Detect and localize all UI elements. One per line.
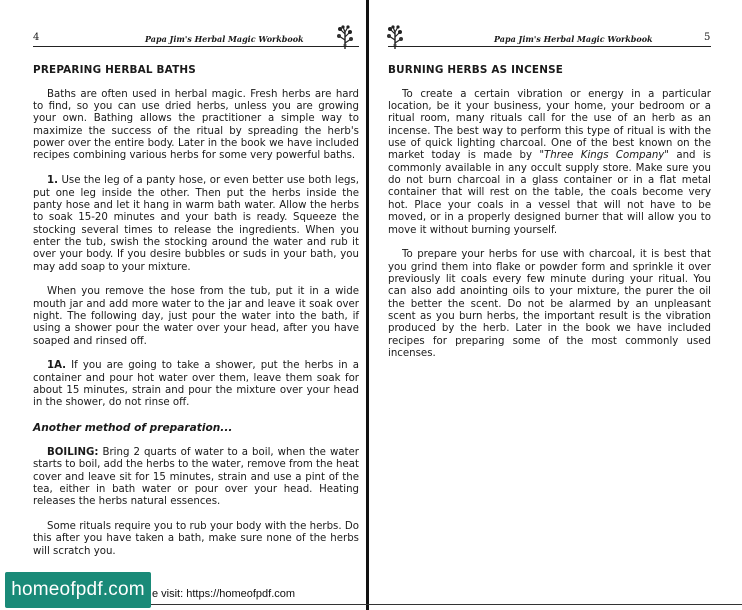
paragraph: Baths are often used in herbal magic. Fresh herbs are hard to find, so you can use dried herbs, unless you are growing your own. Bathing allows the practitioner a simple way to maximize the success of the ritual by spreading the herb's power over the entire body. Later in the book we have included recipes combining various herbs for some very powerful baths. bbox=[33, 88, 359, 162]
homeofpdf-badge[interactable]: homeofpdf.com bbox=[5, 572, 151, 608]
header-rule bbox=[33, 46, 359, 47]
page-number: 5 bbox=[704, 32, 711, 43]
left-body bbox=[33, 64, 359, 570]
header-rule bbox=[388, 46, 711, 47]
paragraph: To create a certain vibration or energy in a particular location, be it your business, your home, your bedroom or a ritual room, many rituals call for the use of an herb as an incense. The best way to perform this type of ritual is with the use of quick lighting charcoal. One of the best known on the market today is made by "Three Kings Company" and is commonly available in any occult supply store. Make sure you do not burn charcoal in a glass container or in a flat metal container that will rest on the table, the coals become very hot. Place your coals in a vessel that will not have to be moved, or in a properly designed burner that will allow you to move it without burning yourself. bbox=[388, 88, 711, 236]
step-label: 1A. bbox=[47, 360, 67, 372]
page-number: 4 bbox=[33, 32, 40, 43]
section-heading: BURNING HERBS AS INCENSE bbox=[388, 64, 564, 76]
subheading: Another method of preparation... bbox=[33, 422, 233, 435]
running-title: Papa Jim's Herbal Magic Workbook bbox=[494, 34, 653, 44]
right-page bbox=[374, 0, 742, 610]
paragraph: Some rituals require you to rub your body with the herbs. Do this after you have taken a bath, make sure none of the herbs will scratch you. bbox=[33, 521, 359, 557]
boiling-label: BOILING: bbox=[47, 446, 99, 458]
footer-rule bbox=[150, 604, 742, 605]
section-heading: PREPARING HERBAL BATHS bbox=[33, 64, 196, 76]
company-name: "Three Kings Company" bbox=[539, 150, 669, 162]
visit-link-text[interactable]: e visit: https://homeofpdf.com bbox=[152, 588, 296, 600]
running-title: Papa Jim's Herbal Magic Workbook bbox=[145, 34, 304, 44]
book-spine bbox=[366, 0, 369, 610]
right-body bbox=[388, 64, 711, 373]
step-label: 1. bbox=[47, 175, 58, 187]
left-page bbox=[0, 0, 366, 610]
paragraph: 1. Use the leg of a panty hose, or even better use both legs, put one leg inside the other. Then put the herbs inside the panty hose and let it hang in warm bath water. Allow the herbs to soak 15-20 minutes and your bath is ready. Squeeze the stocking several times to release the ingredients. When you enter the tub, swish the stocking around the water and rub it over your body. If you desire bubbles or suds in your bath, you may add soap to your mixture. bbox=[33, 175, 359, 273]
paragraph: To prepare your herbs for use with charcoal, it is best that you grind them into flake or powder form and sprinkle it over previously lit coals every few minute during your ritual. You can also add anointing oils to your mixture, the purer the oil the better the scent. Do not be alarmed by an unpleasant scent as you burn herbs, the important result is the vibration produced by the herb. Later in the book we have included recipes for preparing some of the most commonly used incenses. bbox=[388, 249, 711, 359]
paragraph: When you remove the hose from the tub, put it in a wide mouth jar and add more water to the jar and leave it soak over night. The following day, just pour the water into the bath, if using a shower pour the water over your head, after you have soaped and rinsed off. bbox=[33, 286, 359, 347]
paragraph: 1A. If you are going to take a shower, put the herbs in a container and pour hot water over them, leave them soak for about 15 minutes, strain and pour the mixture over your head in the shower, do not rinse off. bbox=[33, 360, 359, 409]
paragraph: BOILING: Bring 2 quarts of water to a boil, when the water starts to boil, add the herbs to the water, remove from the heat cover and leave sit for 15 minutes, strain and use a pint of the tea, either in bath water or pour over your head. Heating releases the herbs natural essences. bbox=[33, 446, 359, 508]
